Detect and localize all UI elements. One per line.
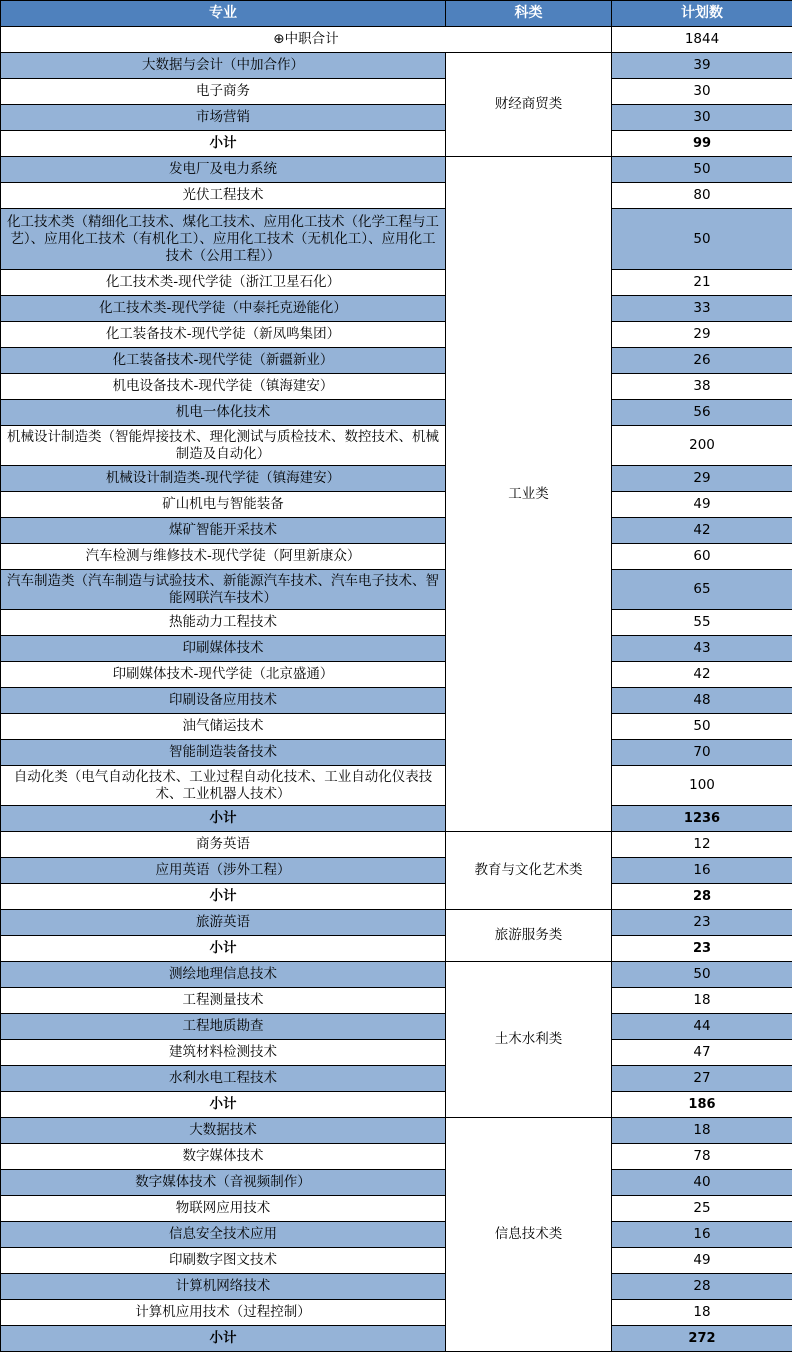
subtotal-row (1, 806, 792, 832)
plan-count: 18 (612, 988, 792, 1014)
plan-count: 49 (612, 492, 792, 518)
table-row (1, 1274, 792, 1300)
table-row (1, 105, 792, 131)
major-name: 数字媒体技术（音视频制作） (1, 1170, 446, 1196)
table-row (1, 400, 792, 426)
plan-count: 33 (612, 296, 792, 322)
plan-count: 39 (612, 53, 792, 79)
plan-count: 50 (612, 209, 792, 270)
major-name: 测绘地理信息技术 (1, 962, 446, 988)
major-name: 发电厂及电力系统 (1, 157, 446, 183)
table-row (1, 1014, 792, 1040)
table-row (1, 740, 792, 766)
plan-count: 100 (612, 766, 792, 806)
table-row (1, 209, 792, 270)
table-row (1, 962, 792, 988)
subtotal-label: 小计 (1, 936, 446, 962)
plan-count: 29 (612, 322, 792, 348)
major-name: 化工技术类-现代学徒（中泰托克逊能化） (1, 296, 446, 322)
table-row (1, 636, 792, 662)
subtotal-label: 小计 (1, 1326, 446, 1352)
plan-count: 40 (612, 1170, 792, 1196)
table-row (1, 157, 792, 183)
plan-count: 70 (612, 740, 792, 766)
table-row (1, 1222, 792, 1248)
major-name: 光伏工程技术 (1, 183, 446, 209)
table-row (1, 1248, 792, 1274)
plan-count: 16 (612, 1222, 792, 1248)
subtotal-label: 小计 (1, 806, 446, 832)
category-name: 土木水利类 (446, 962, 612, 1118)
table-row (1, 183, 792, 209)
plan-count: 12 (612, 832, 792, 858)
major-name: 物联网应用技术 (1, 1196, 446, 1222)
major-name: 大数据与会计（中加合作） (1, 53, 446, 79)
table-row (1, 688, 792, 714)
plan-count: 47 (612, 1040, 792, 1066)
table-row (1, 832, 792, 858)
plan-count: 16 (612, 858, 792, 884)
major-name: 印刷设备应用技术 (1, 688, 446, 714)
category-name: 教育与文化艺术类 (446, 832, 612, 910)
subtotal-value: 28 (612, 884, 792, 910)
table-row (1, 714, 792, 740)
category-name: 旅游服务类 (446, 910, 612, 962)
plan-count: 50 (612, 962, 792, 988)
subtotal-row (1, 936, 792, 962)
major-name: 计算机应用技术（过程控制） (1, 1300, 446, 1326)
table-row (1, 79, 792, 105)
header-count: 计划数 (612, 1, 792, 27)
plan-count: 56 (612, 400, 792, 426)
plan-count: 30 (612, 79, 792, 105)
subtotal-value: 23 (612, 936, 792, 962)
major-name: 汽车制造类（汽车制造与试验技术、新能源汽车技术、汽车电子技术、智能网联汽车技术） (1, 570, 446, 610)
major-name: 矿山机电与智能装备 (1, 492, 446, 518)
subtotal-value: 99 (612, 131, 792, 157)
subtotal-row (1, 131, 792, 157)
major-name: 建筑材料检测技术 (1, 1040, 446, 1066)
table-row (1, 544, 792, 570)
plan-count: 65 (612, 570, 792, 610)
table-row (1, 374, 792, 400)
category-name: 信息技术类 (446, 1118, 612, 1352)
table-row (1, 1196, 792, 1222)
major-name: 机械设计制造类（智能焊接技术、理化测试与质检技术、数控技术、机械制造及自动化） (1, 426, 446, 466)
plan-count: 78 (612, 1144, 792, 1170)
major-name: 煤矿智能开采技术 (1, 518, 446, 544)
major-name: 印刷媒体技术-现代学徒（北京盛通） (1, 662, 446, 688)
major-name: 化工装备技术-现代学徒（新疆新业） (1, 348, 446, 374)
subtotal-row (1, 884, 792, 910)
plan-count: 80 (612, 183, 792, 209)
subtotal-value: 272 (612, 1326, 792, 1352)
table-row (1, 348, 792, 374)
table-row (1, 1040, 792, 1066)
total-value: 1844 (612, 27, 792, 53)
major-name: 计算机网络技术 (1, 1274, 446, 1300)
total-label: ⊕中职合计 (1, 27, 612, 53)
major-name: 应用英语（涉外工程） (1, 858, 446, 884)
subtotal-row (1, 1326, 792, 1352)
major-name: 化工技术类（精细化工技术、煤化工技术、应用化工技术（化学工程与工艺）、应用化工技术（有机化工）、应用化工技术（无机化工）、应用化工技术（公用工程）） (1, 209, 446, 270)
table-row (1, 570, 792, 610)
table-row (1, 466, 792, 492)
plan-count: 44 (612, 1014, 792, 1040)
table-row (1, 610, 792, 636)
major-name: 信息安全技术应用 (1, 1222, 446, 1248)
table-row (1, 988, 792, 1014)
major-name: 热能动力工程技术 (1, 610, 446, 636)
plan-count: 50 (612, 157, 792, 183)
category-name: 财经商贸类 (446, 53, 612, 157)
plan-count: 30 (612, 105, 792, 131)
category-name: 工业类 (446, 157, 612, 832)
plan-count: 27 (612, 1066, 792, 1092)
table-row (1, 518, 792, 544)
plan-count: 42 (612, 662, 792, 688)
major-name: 化工装备技术-现代学徒（新凤鸣集团） (1, 322, 446, 348)
major-name: 机电一体化技术 (1, 400, 446, 426)
table-row (1, 662, 792, 688)
major-name: 电子商务 (1, 79, 446, 105)
plan-count: 48 (612, 688, 792, 714)
major-name: 印刷数字图文技术 (1, 1248, 446, 1274)
plan-count: 28 (612, 1274, 792, 1300)
table-row (1, 270, 792, 296)
plan-count: 18 (612, 1118, 792, 1144)
plan-count: 43 (612, 636, 792, 662)
major-name: 机械设计制造类-现代学徒（镇海建安） (1, 466, 446, 492)
plan-count: 18 (612, 1300, 792, 1326)
subtotal-value: 186 (612, 1092, 792, 1118)
plan-count: 60 (612, 544, 792, 570)
header-major: 专业 (1, 1, 446, 27)
major-name: 汽车检测与维修技术-现代学徒（阿里新康众） (1, 544, 446, 570)
major-name: 水利水电工程技术 (1, 1066, 446, 1092)
table-row (1, 322, 792, 348)
major-name: 油气储运技术 (1, 714, 446, 740)
plan-count: 38 (612, 374, 792, 400)
plan-count: 21 (612, 270, 792, 296)
table-body (1, 27, 792, 1352)
subtotal-row (1, 1092, 792, 1118)
plan-count: 49 (612, 1248, 792, 1274)
table-row (1, 766, 792, 806)
subtotal-value: 1236 (612, 806, 792, 832)
major-name: 智能制造装备技术 (1, 740, 446, 766)
major-name: 化工技术类-现代学徒（浙江卫星石化） (1, 270, 446, 296)
table-row (1, 858, 792, 884)
plan-count: 50 (612, 714, 792, 740)
major-name: 商务英语 (1, 832, 446, 858)
plan-count: 26 (612, 348, 792, 374)
plan-count: 29 (612, 466, 792, 492)
subtotal-label: 小计 (1, 884, 446, 910)
table-row (1, 296, 792, 322)
table-row (1, 1118, 792, 1144)
table-row (1, 1144, 792, 1170)
table-row (1, 492, 792, 518)
table-row (1, 1066, 792, 1092)
major-name: 大数据技术 (1, 1118, 446, 1144)
table-row (1, 1170, 792, 1196)
major-name: 数字媒体技术 (1, 1144, 446, 1170)
table-row (1, 1300, 792, 1326)
header-category: 科类 (446, 1, 612, 27)
major-name: 工程测量技术 (1, 988, 446, 1014)
major-name: 自动化类（电气自动化技术、工业过程自动化技术、工业自动化仪表技术、工业机器人技术） (1, 766, 446, 806)
plan-count: 200 (612, 426, 792, 466)
plan-count: 23 (612, 910, 792, 936)
table-header-row (1, 1, 792, 27)
major-name: 印刷媒体技术 (1, 636, 446, 662)
plan-count: 55 (612, 610, 792, 636)
table-row (1, 910, 792, 936)
table-row (1, 53, 792, 79)
total-row (1, 27, 792, 53)
major-name: 工程地质勘查 (1, 1014, 446, 1040)
major-name: 机电设备技术-现代学徒（镇海建安） (1, 374, 446, 400)
subtotal-label: 小计 (1, 1092, 446, 1118)
plan-count: 25 (612, 1196, 792, 1222)
major-name: 市场营销 (1, 105, 446, 131)
subtotal-label: 小计 (1, 131, 446, 157)
table-row (1, 426, 792, 466)
plan-count: 42 (612, 518, 792, 544)
major-name: 旅游英语 (1, 910, 446, 936)
